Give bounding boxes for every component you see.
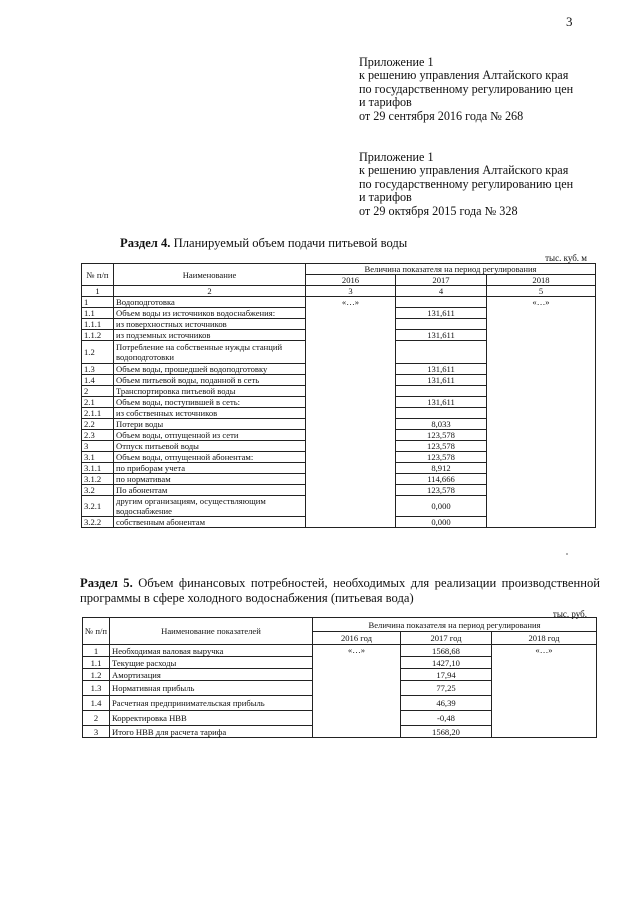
row-num: 2.2 — [82, 419, 114, 430]
value-2017: 17,94 — [401, 669, 492, 681]
row-name: из собственных источников — [114, 408, 306, 419]
row-num: 3 — [83, 726, 110, 738]
value-2017: 131,611 — [396, 308, 487, 319]
row-name: Итого НВВ для расчета тарифа — [110, 726, 313, 738]
section5-unit: тыс. руб. — [552, 609, 587, 619]
section4-table — [81, 263, 596, 528]
value-2017: 1568,68 — [401, 645, 492, 657]
value-2017: 123,578 — [396, 430, 487, 441]
row-num: 1.3 — [83, 681, 110, 696]
appendix-date: от 29 сентября 2016 года № 268 — [359, 108, 524, 123]
header-num: № п/п — [83, 618, 110, 645]
table-header-row — [82, 264, 596, 275]
table-row — [83, 645, 597, 657]
value-2017 — [396, 319, 487, 330]
row-num: 1.3 — [82, 364, 114, 375]
row-name: по приборам учета — [114, 463, 306, 474]
row-num: 1 — [82, 297, 114, 308]
value-2017: 123,578 — [396, 485, 487, 496]
header-year-2018: 2018 — [487, 275, 596, 286]
row-name: Потери воды — [114, 419, 306, 430]
row-num: 1.1.2 — [82, 330, 114, 341]
row-num: 2 — [83, 711, 110, 726]
header-year-2017: 2017 — [396, 275, 487, 286]
row-num: 1.2 — [83, 669, 110, 681]
row-num: 1.4 — [83, 696, 110, 711]
value-2017: 8,912 — [396, 463, 487, 474]
row-num: 2.3 — [82, 430, 114, 441]
row-name: Объем воды из источников водоснабжения: — [114, 308, 306, 319]
value-2018: «…» — [487, 297, 596, 528]
row-name: Объем воды, отпущенной абонентам: — [114, 452, 306, 463]
appendix-line: к решению управления Алтайского края — [359, 163, 569, 178]
section4-title-text: Планируемый объем подачи питьевой воды — [170, 236, 408, 250]
appendix-header-current — [359, 56, 573, 123]
row-name: Объем воды, поступившей в сеть: — [114, 397, 306, 408]
table-row — [82, 297, 596, 308]
value-2017: 131,611 — [396, 364, 487, 375]
page-number: 3 — [566, 14, 573, 29]
section5-table-body — [83, 618, 597, 738]
row-name: По абонентам — [114, 485, 306, 496]
row-name: Водоподготовка — [114, 297, 306, 308]
scan-speck — [566, 553, 568, 555]
row-name: Транспортировка питьевой воды — [114, 386, 306, 397]
row-num: 1.1.1 — [82, 319, 114, 330]
row-num: 3.2 — [82, 485, 114, 496]
appendix-date: от 29 октября 2015 года № 328 — [359, 203, 518, 218]
row-num: 3.1.1 — [82, 463, 114, 474]
row-name: Нормативная прибыль — [110, 681, 313, 696]
row-num: 2 — [82, 386, 114, 397]
appendix-title: Приложение 1 — [359, 150, 434, 164]
value-2017: 131,611 — [396, 375, 487, 386]
row-name: из поверхностных источников — [114, 319, 306, 330]
row-num: 3.2.2 — [82, 517, 114, 528]
row-name: Амортизация — [110, 669, 313, 681]
row-num: 3.1.2 — [82, 474, 114, 485]
row-name: Объем питьевой воды, поданной в сеть — [114, 375, 306, 386]
value-2017: 0,000 — [396, 496, 487, 517]
value-2017: 0,000 — [396, 517, 487, 528]
header-period: Величина показателя на период регулирования — [306, 264, 596, 275]
row-name: Объем воды, отпущенной из сети — [114, 430, 306, 441]
index-cell: 4 — [396, 286, 487, 297]
row-name: из подземных источников — [114, 330, 306, 341]
row-name: Текущие расходы — [110, 657, 313, 669]
index-cell: 5 — [487, 286, 596, 297]
row-name: Корректировка НВВ — [110, 711, 313, 726]
section4-unit: тыс. куб. м — [545, 253, 587, 263]
row-num: 2.1.1 — [82, 408, 114, 419]
value-2017: 131,611 — [396, 330, 487, 341]
index-cell: 1 — [82, 286, 114, 297]
row-name: Потребление на собственные нужды станций водоподготовки — [114, 341, 306, 364]
row-num: 1.1 — [82, 308, 114, 319]
value-2017: 8,033 — [396, 419, 487, 430]
row-name: Необходимая валовая выручка — [110, 645, 313, 657]
value-2017 — [396, 297, 487, 308]
section5-table — [82, 617, 597, 738]
row-num: 1.1 — [83, 657, 110, 669]
value-2017: 1568,20 — [401, 726, 492, 738]
header-period: Величина показателя на период регулирования — [313, 618, 597, 632]
row-name: Расчетная предпринимательская прибыль — [110, 696, 313, 711]
row-num: 1 — [83, 645, 110, 657]
value-2017: 123,578 — [396, 452, 487, 463]
row-name: собственным абонентам — [114, 517, 306, 528]
header-year-2016: 2016 — [306, 275, 396, 286]
index-cell: 2 — [114, 286, 306, 297]
value-2017 — [396, 341, 487, 364]
index-cell: 3 — [306, 286, 396, 297]
appendix-header-previous — [359, 151, 573, 218]
row-num: 1.4 — [82, 375, 114, 386]
section5-title — [80, 576, 600, 606]
value-2017: 131,611 — [396, 397, 487, 408]
appendix-line: по государственному регулированию цен — [359, 176, 574, 191]
value-2016: «…» — [313, 645, 401, 738]
header-year-2018: 2018 год — [492, 632, 597, 645]
row-name: Объем воды, прошедшей водоподготовку — [114, 364, 306, 375]
value-2017: 77,25 — [401, 681, 492, 696]
row-num: 3 — [82, 441, 114, 452]
value-2016: «…» — [306, 297, 396, 528]
row-num: 2.1 — [82, 397, 114, 408]
appendix-line: к решению управления Алтайского края — [359, 68, 569, 83]
header-year-2017: 2017 год — [401, 632, 492, 645]
value-2017: -0,48 — [401, 711, 492, 726]
section5-title-number: Раздел 5. — [80, 576, 133, 590]
header-name: Наименование — [114, 264, 306, 286]
appendix-title: Приложение 1 — [359, 55, 434, 69]
header-num: № п/п — [82, 264, 114, 286]
value-2017: 46,39 — [401, 696, 492, 711]
row-name: Отпуск питьевой воды — [114, 441, 306, 452]
row-num: 1.2 — [82, 341, 114, 364]
section5-title-text: Объем финансовых потребностей, необходимых для реализации производственной программы в сфере холодного водоснабжения (питьевая вода) — [80, 576, 600, 605]
appendix-line: по государственному регулированию цен — [359, 81, 574, 96]
appendix-line: и тарифов — [359, 95, 412, 110]
header-name: Наименование показателей — [110, 618, 313, 645]
row-name: другим организациям, осуществляющим водоснабжение — [114, 496, 306, 517]
value-2017: 123,578 — [396, 441, 487, 452]
table-header-row — [83, 618, 597, 632]
value-2017 — [396, 408, 487, 419]
section4-title — [120, 236, 407, 251]
section4-table-body — [82, 264, 596, 528]
header-year-2016: 2016 год — [313, 632, 401, 645]
value-2017: 1427,10 — [401, 657, 492, 669]
value-2017: 114,666 — [396, 474, 487, 485]
table-index-row — [82, 286, 596, 297]
row-num: 3.1 — [82, 452, 114, 463]
value-2018: «…» — [492, 645, 597, 738]
row-num: 3.2.1 — [82, 496, 114, 517]
row-name: по нормативам — [114, 474, 306, 485]
value-2017 — [396, 386, 487, 397]
appendix-line: и тарифов — [359, 190, 412, 205]
section4-title-number: Раздел 4. — [120, 236, 171, 250]
